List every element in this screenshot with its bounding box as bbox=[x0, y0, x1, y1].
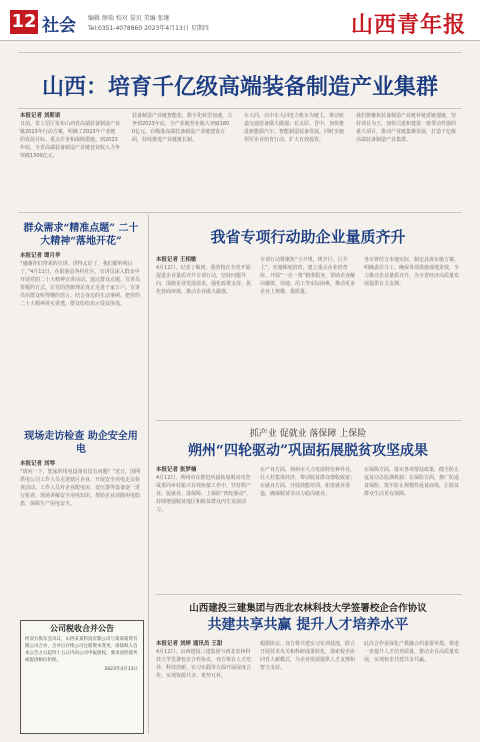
article4-kicker: 山西建投三建集团与西北农林科技大学签署校企合作协议 bbox=[189, 603, 427, 614]
article2-text: 专项行动将聚焦“小升规、规升巨、巨升上”，实施梯度培育，建立重点企业培育库，开展“一企一策”精准服务，帮助企业解决融资、用地、用工等实际困难，推动更多企业上规模、提质量。 bbox=[260, 257, 356, 295]
article4-title: 共建共享共赢 提升人才培养水平 bbox=[207, 617, 409, 633]
article2-byline: 本报记者 王相敏 bbox=[156, 257, 197, 263]
notice-date: 2023年4月13日 bbox=[104, 667, 138, 672]
contact-date-line: Tel:0351-4078860 2023年4月13日 星期四 bbox=[88, 25, 209, 32]
article3-kicker: 抓产业 促就业 落保障 上保险 bbox=[249, 429, 367, 439]
divider bbox=[18, 212, 462, 213]
article3-title: 朔州“四轮驱动”巩固拓展脱贫攻坚成果 bbox=[187, 443, 429, 459]
lead-article-col-1 bbox=[20, 112, 120, 208]
left-block2-byline: 本报记者 刘琴 bbox=[20, 461, 55, 467]
article3-col-3 bbox=[364, 466, 460, 584]
article4-byline: 本报记者 刘婷 通讯员 王甜 bbox=[156, 641, 223, 647]
divider bbox=[18, 52, 462, 53]
main-headline: 山西：培育千亿级高端装备制造产业集群 bbox=[41, 74, 438, 100]
lead-article-text: 日前，省工信厅发布山西省高端装备制造产业链2023年行动方案，明确了2023年产业链的发展目标、重点任务和保障措施。到2023年底，全省高端装备制造产业链营业收入力争突破1300亿元。 bbox=[20, 121, 120, 159]
left-block2 bbox=[20, 460, 142, 616]
notice-title: 公司税收合并公告 bbox=[50, 624, 114, 633]
article2-text: 各市将结合本地实际，制定具体实施方案，明确责任分工，确保各项措施落地见效，全力推动企业量质齐升，为全省经济高质量发展提供有力支撑。 bbox=[364, 257, 460, 287]
page-number: 12 bbox=[11, 11, 37, 32]
article4-col-1 bbox=[156, 640, 252, 734]
article3-col-1 bbox=[156, 466, 252, 584]
newspaper-logo: 山西青年报 bbox=[350, 12, 466, 38]
lead-article-col-3 bbox=[244, 112, 344, 208]
left-block1-title: 群众需求“精准点题” 二十大精神“落地开花” bbox=[23, 223, 139, 247]
article2-col-1 bbox=[156, 256, 252, 414]
lead-article-text: 装备制造产业链智能化、数字化转型加速，力争到2023年底，全产业链营业收入突破1800亿元。在瞄准高端装备制造产业链建设方面，持续推进产业链链长制。 bbox=[132, 113, 232, 143]
article2-title: 我省专项行动助企业量质齐升 bbox=[210, 228, 406, 246]
masthead bbox=[0, 0, 480, 41]
divider bbox=[156, 594, 462, 595]
left-block1-text: “感谢你们带来的宣讲，讲得太好了，我们都听明白了。”4月11日，在阳曲县各村社区，宣讲员深入群众中开展党的二十大精神宣讲活动。通过群众点题、宣讲员答题的方式，让党的创新理论真正走进千家万户。宣讲员用群众听得懂的语言，结合身边的生动事例，把党的二十大精神讲实讲透，群众纷纷表示受益匪浅。 bbox=[20, 261, 141, 307]
section-title: 社会 bbox=[42, 16, 76, 36]
left-block1 bbox=[20, 252, 142, 400]
lead-article-col-2 bbox=[132, 112, 232, 208]
article3-text: 在产业方面，朔州市大力发展特色种养业，壮大村集体经济，带动脱贫群众增收致富；在就业方面，开展技能培训，拓宽就业渠道，确保脱贫劳动力稳岗就业。 bbox=[260, 467, 356, 497]
article4-text: 根据协议，双方将共建实习实训基地，联合开展技术攻关和科研成果转化，探索校企协同育人新模式，为企业发展提供人才支撑和智力支持。 bbox=[260, 641, 356, 671]
divider bbox=[18, 108, 462, 109]
article4-col-2 bbox=[260, 640, 356, 734]
article4-text: 此次合作是深化产教融合的重要举措，将进一步提升人才培养质量，推动企业高质量发展，实现校企共建共享共赢。 bbox=[364, 641, 460, 663]
article3-text: 4月12日，朔州市在推进巩固拓展脱贫攻坚成果同乡村振兴有效衔接工作中，坚持抓产业、促就业、落保障、上保险“四轮驱动”，持续增强脱贫地区和脱贫群众内生发展动力。 bbox=[156, 475, 252, 513]
article2-text: 4月12日，记者了解到，我省将在全省开展促进企业量质齐升专项行动，坚持问题导向，围绕企业发展需求，强化政策支持，优化营商环境，推动企业做大做强。 bbox=[156, 265, 252, 295]
article4-text: 4月12日，山西建投三建集团与西北农林科技大学签署校企合作协议，双方将在人才培养、科技创新、实习实践等方面开展深度合作，实现资源共享、优势互补。 bbox=[156, 649, 252, 679]
column-divider bbox=[148, 214, 149, 734]
left-block2-text: “请问一下，您家的用电设备有没有问题？”近日，国网供电公司工作人员走进辖区企业，开展安全用电走访检查活动。工作人员对企业配电房、变压器等设备逐一进行检查，现场讲解安全用电知识，帮助企业消除用电隐患，保障生产用电安全。 bbox=[20, 469, 141, 507]
article3-col-2 bbox=[260, 466, 356, 584]
article2-col-2 bbox=[260, 256, 356, 414]
left-block2-title: 现场走访检查 助企安全用电 bbox=[24, 431, 138, 455]
lead-article-text: 我们将聚焦装备制造产业链补链延链强链，坚持项目为王，加快引进和建设一批带动性强的重大项目，推动产业链集聚发展，打造千亿级高端装备制造产业集群。 bbox=[356, 113, 457, 143]
article4-col-3 bbox=[364, 640, 460, 734]
article2-col-3 bbox=[364, 256, 460, 414]
notice-body: 经双方股东会决议，山西某某科技有限公司与某某商贸有限公司合并，合并后存续公司注册资本变更。请债权人自本公告之日起四十五日内向公司申报债权，要求清偿债务或提供相应担保。 bbox=[25, 637, 138, 663]
left-block1-byline: 本报记者 谭月华 bbox=[20, 253, 61, 259]
editor-line: 编辑 薛瑞 校对 晏贝 美编 张继 bbox=[88, 15, 170, 22]
lead-byline: 本报记者 刘斯诺 bbox=[20, 113, 61, 119]
legal-notice-box bbox=[20, 620, 144, 734]
lead-article-text: 在大同，以中车大同电力机车为链主，推动轨道交通装备做大做强；在太原、晋中，加快推进新能源汽车、智能制造装备发展。同时实施领军企业培育行动，扩大有效投资。 bbox=[244, 113, 344, 143]
article3-text: 在保障方面，落实各项帮扶政策，健全防止返贫动态监测机制；在保险方面，推广防返贫保险，筑牢防止规模性返贫底线，让脱贫群众生活更有保障。 bbox=[364, 467, 460, 497]
lead-article-col-4 bbox=[356, 112, 460, 208]
article3-byline: 本报记者 张梦楠 bbox=[156, 467, 197, 473]
divider bbox=[156, 420, 462, 421]
